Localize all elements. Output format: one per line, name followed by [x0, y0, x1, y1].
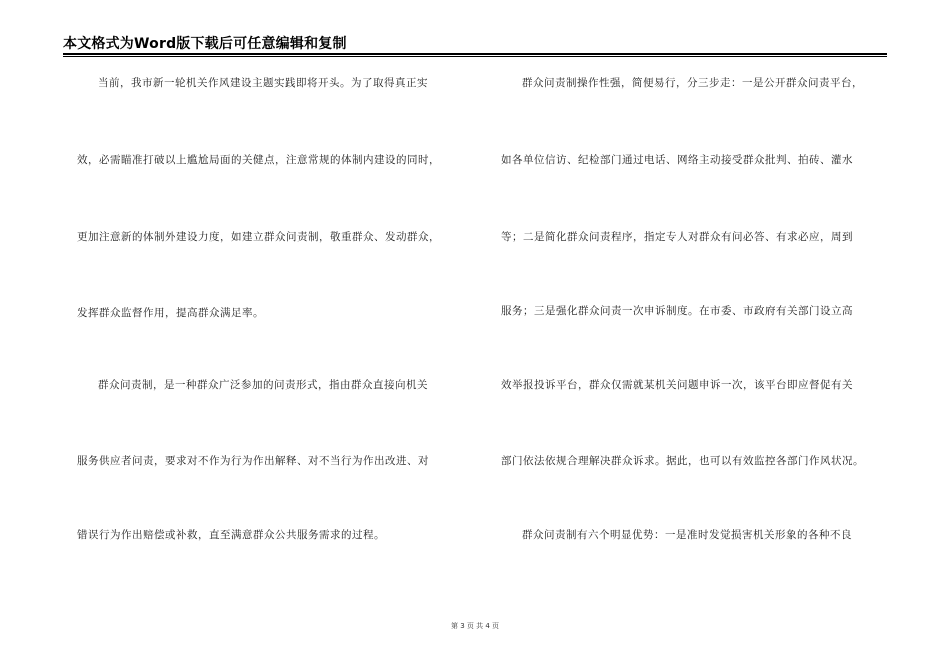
- paragraph-line: 群众问责制操作性强，简便易行，分三步走：一是公开群众问责平台，: [522, 77, 863, 89]
- paragraph-line: 如各单位信访、纪检部门通过电话、网络主动接受群众批判、拍砖、灌水: [501, 154, 853, 166]
- paragraph-line: 效举报投诉平台，群众仅需就某机关问题申诉一次，该平台即应督促有关: [501, 379, 853, 391]
- paragraph-line: 错误行为作出赔偿或补救，直至满意群众公共服务需求的过程。: [77, 529, 385, 541]
- paragraph-line: 部门依法依规合理解决群众诉求。据此，也可以有效监控各部门作风状况。: [501, 455, 864, 467]
- paragraph-line: 当前，我市新一轮机关作风建设主题实践即将开头。为了取得真正实: [98, 77, 428, 89]
- header-title: 本文格式为Word版下载后可任意编辑和复制: [63, 36, 347, 52]
- header-rule-thick: [63, 53, 887, 55]
- paragraph-line: 发挥群众监督作用，提高群众满足率。: [77, 307, 264, 319]
- paragraph-line: 等；二是简化群众问责程序，指定专人对群众有问必答、有求必应，周到: [501, 231, 853, 243]
- paragraph-line: 服务；三是强化群众问责一次申诉制度。在市委、市政府有关部门设立高: [501, 305, 853, 317]
- paragraph-line: 服务供应者问责，要求对不作为行为作出解释、对不当行为作出改进、对: [77, 455, 429, 467]
- paragraph-line: 更加注意新的体制外建设力度，如建立群众问责制，敬重群众、发动群众，: [77, 231, 440, 243]
- paragraph-line: 效，必需瞄准打破以上尴尬局面的关健点，注意常规的体制内建设的同时，: [77, 154, 440, 166]
- paragraph-line: 群众问责制，是一种群众广泛参加的问责形式，指由群众直接向机关: [98, 379, 428, 391]
- page-footer: 第 3 页 共 4 页: [450, 622, 500, 630]
- paragraph-line: 群众问责制有六个明显优势：一是准时发觉损害机关形象的各种不良: [522, 529, 852, 541]
- header-rule-thin: [63, 56, 887, 57]
